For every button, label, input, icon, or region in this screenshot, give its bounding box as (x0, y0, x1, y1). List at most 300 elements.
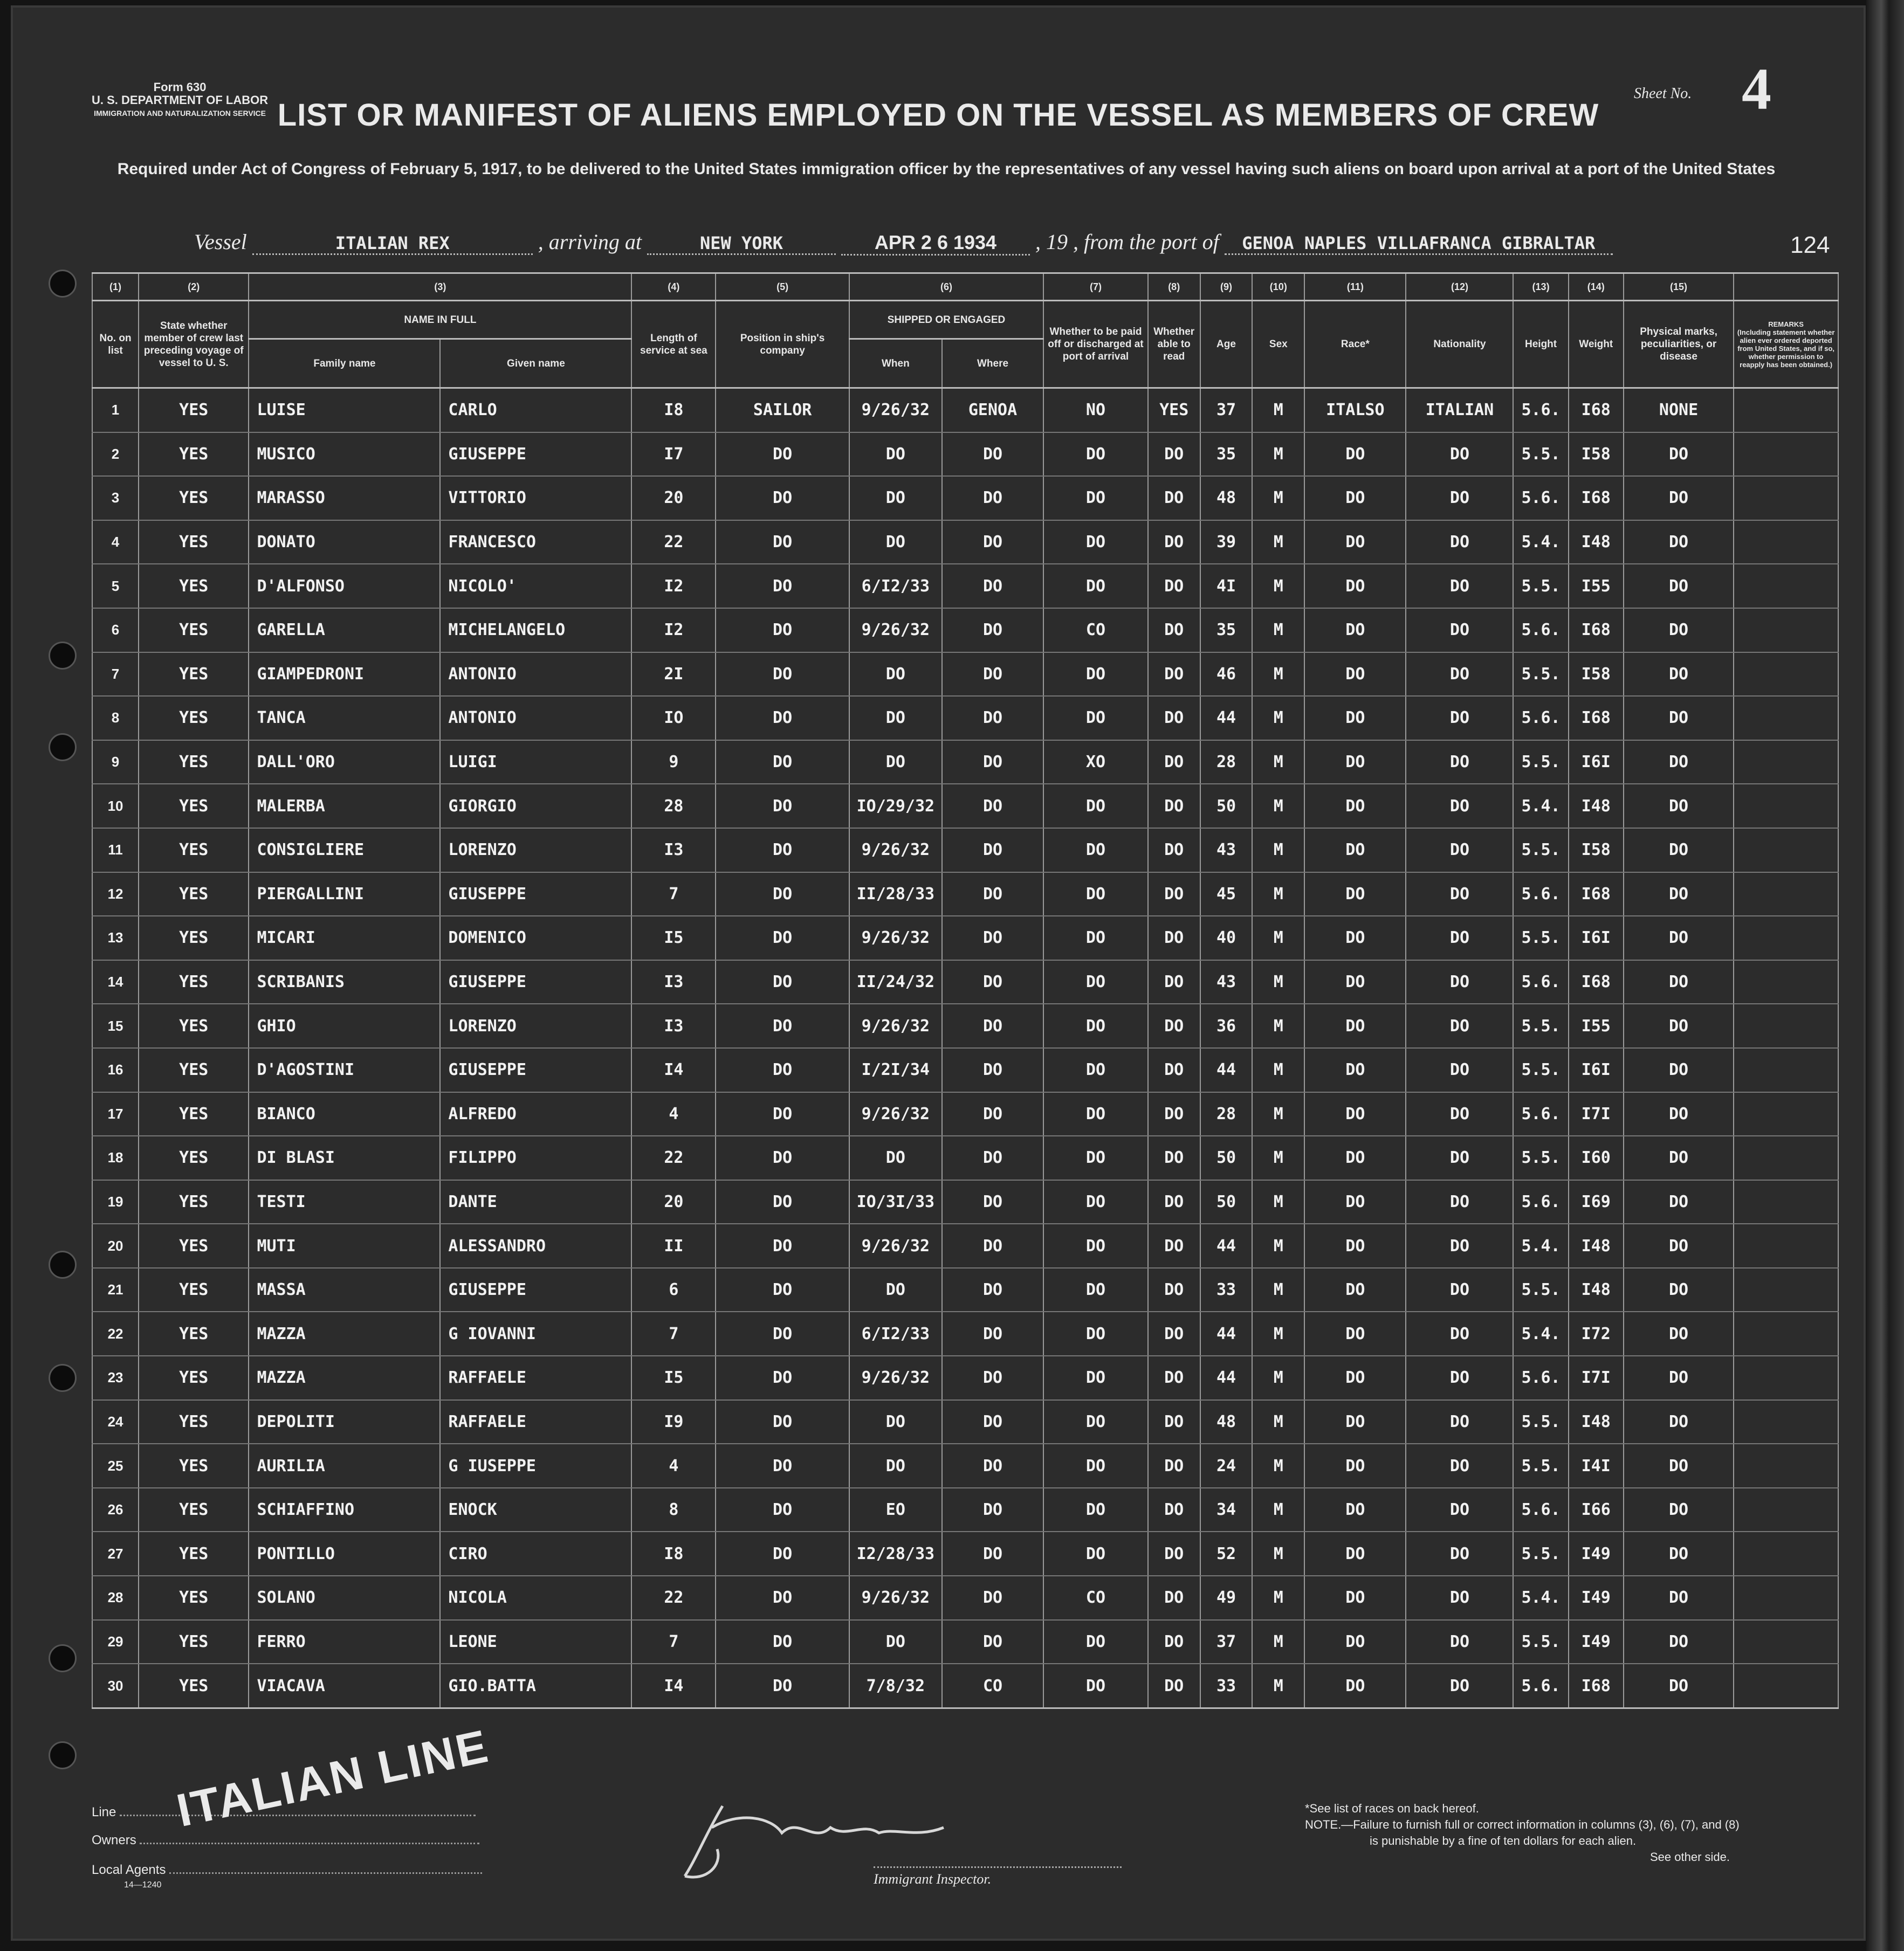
table-row (92, 432, 1838, 477)
cell-race: DO (1304, 696, 1406, 740)
cell-nationality: DO (1406, 1488, 1513, 1532)
cell-when: DO (849, 1268, 942, 1312)
cell-remarks (1734, 960, 1838, 1004)
cell-height: 5.5. (1513, 652, 1568, 697)
cell-paid: DO (1043, 1664, 1148, 1708)
cell-read: DO (1148, 520, 1200, 564)
cell-read: DO (1148, 916, 1200, 960)
cell-position: DO (716, 564, 849, 608)
cell-paid: DO (1043, 696, 1148, 740)
cell-sex: M (1252, 476, 1304, 520)
cell-height: 5.5. (1513, 1136, 1568, 1180)
cell-position: DO (716, 1136, 849, 1180)
cell-height: 5.5. (1513, 1400, 1568, 1444)
cell-paid: DO (1043, 1180, 1148, 1224)
cell-nationality: DO (1406, 916, 1513, 960)
table-row (92, 872, 1838, 916)
cell-remarks (1734, 1620, 1838, 1664)
cell-length: I9 (631, 1400, 716, 1444)
binding-hole (49, 733, 77, 761)
table-row (92, 476, 1838, 520)
cell-sex: M (1252, 1488, 1304, 1532)
cell-read: DO (1148, 1400, 1200, 1444)
table-row (92, 1444, 1838, 1488)
cell-nationality: DO (1406, 1048, 1513, 1092)
cell-read: DO (1148, 476, 1200, 520)
cell-member: YES (139, 1004, 249, 1048)
cell-nationality: DO (1406, 872, 1513, 916)
cell-when: 9/26/32 (849, 828, 942, 872)
cell-where: DO (942, 1224, 1043, 1268)
cell-age: 28 (1200, 1092, 1253, 1136)
cell-nationality: DO (1406, 476, 1513, 520)
cell-remarks (1734, 388, 1838, 432)
cell-given: DANTE (440, 1180, 631, 1224)
cell-member: YES (139, 1532, 249, 1576)
cell-paid: NO (1043, 388, 1148, 432)
cell-nationality: DO (1406, 784, 1513, 828)
cell-age: 35 (1200, 432, 1253, 477)
cell-race: DO (1304, 1576, 1406, 1620)
vessel-label: Vessel (194, 230, 247, 254)
cell-given: DOMENICO (440, 916, 631, 960)
cell-length: I5 (631, 1356, 716, 1400)
cell-physical: DO (1624, 1004, 1734, 1048)
cell-nationality: DO (1406, 608, 1513, 652)
header-nationality: Nationality (1406, 301, 1513, 388)
cell-when: 9/26/32 (849, 1576, 942, 1620)
cell-weight: I68 (1569, 608, 1624, 652)
cell-no: 29 (92, 1620, 139, 1664)
cell-weight: I48 (1569, 1268, 1624, 1312)
cell-no: 23 (92, 1356, 139, 1400)
cell-family: MALERBA (249, 784, 440, 828)
cell-no: 21 (92, 1268, 139, 1312)
cell-family: MARASSO (249, 476, 440, 520)
cell-member: YES (139, 784, 249, 828)
col-num: (10) (1252, 273, 1304, 301)
cell-when: DO (849, 1620, 942, 1664)
cell-given: FILIPPO (440, 1136, 631, 1180)
cell-age: 49 (1200, 1576, 1253, 1620)
cell-read: DO (1148, 1312, 1200, 1356)
cell-when: IO/29/32 (849, 784, 942, 828)
cell-family: DONATO (249, 520, 440, 564)
cell-read: DO (1148, 1576, 1200, 1620)
header-no: No. on list (92, 301, 139, 388)
cell-weight: I6I (1569, 916, 1624, 960)
cell-race: DO (1304, 476, 1406, 520)
sheet-number: 4 (1742, 56, 1771, 122)
page-subtitle: Required under Act of Congress of February 5, 1917, to be delivered to the United States immigration officer by the representatives of any vessel having such aliens on board upon arrival at a port of the United States (117, 160, 1776, 178)
cell-position: DO (716, 784, 849, 828)
header-row-1 (92, 301, 1838, 339)
cell-read: DO (1148, 1444, 1200, 1488)
cell-age: 44 (1200, 1356, 1253, 1400)
cell-where: DO (942, 564, 1043, 608)
cell-read: DO (1148, 1488, 1200, 1532)
cell-sex: M (1252, 1400, 1304, 1444)
cell-paid: DO (1043, 1092, 1148, 1136)
cell-remarks (1734, 1576, 1838, 1620)
cell-weight: I48 (1569, 784, 1624, 828)
cell-length: 9 (631, 740, 716, 784)
cell-height: 5.6. (1513, 388, 1568, 432)
cell-when: IO/3I/33 (849, 1180, 942, 1224)
col-num: (6) (849, 273, 1043, 301)
cell-height: 5.5. (1513, 1004, 1568, 1048)
cell-sex: M (1252, 520, 1304, 564)
cell-position: DO (716, 1268, 849, 1312)
cell-height: 5.5. (1513, 564, 1568, 608)
cell-no: 13 (92, 916, 139, 960)
cell-position: DO (716, 1004, 849, 1048)
cell-height: 5.5. (1513, 1268, 1568, 1312)
note-races: *See list of races on back hereof. (1305, 1802, 1479, 1815)
cell-no: 24 (92, 1400, 139, 1444)
header-physical: Physical marks, peculiarities, or disease (1624, 301, 1734, 388)
cell-age: 50 (1200, 1136, 1253, 1180)
cell-read: DO (1148, 1004, 1200, 1048)
cell-race: DO (1304, 1004, 1406, 1048)
table-row (92, 388, 1838, 432)
cell-remarks (1734, 1224, 1838, 1268)
table-row (92, 828, 1838, 872)
cell-physical: DO (1624, 1532, 1734, 1576)
cell-sex: M (1252, 564, 1304, 608)
cell-no: 11 (92, 828, 139, 872)
header-when: When (849, 339, 942, 388)
cell-remarks (1734, 1268, 1838, 1312)
cell-race: DO (1304, 784, 1406, 828)
cell-remarks (1734, 916, 1838, 960)
cell-no: 30 (92, 1664, 139, 1708)
cell-member: YES (139, 1312, 249, 1356)
cell-when: II/24/32 (849, 960, 942, 1004)
cell-where: DO (942, 1444, 1043, 1488)
cell-read: DO (1148, 784, 1200, 828)
cell-weight: I58 (1569, 432, 1624, 477)
cell-race: DO (1304, 1620, 1406, 1664)
cell-given: ALESSANDRO (440, 1224, 631, 1268)
cell-member: YES (139, 1048, 249, 1092)
service-name: IMMIGRATION AND NATURALIZATION SERVICE (94, 109, 266, 118)
cell-length: I3 (631, 1004, 716, 1048)
cell-length: 20 (631, 476, 716, 520)
cell-physical: NONE (1624, 388, 1734, 432)
cell-member: YES (139, 1576, 249, 1620)
cell-given: GIUSEPPE (440, 432, 631, 477)
cell-height: 5.5. (1513, 1620, 1568, 1664)
cell-no: 6 (92, 608, 139, 652)
arriving-label: , arriving at (538, 230, 642, 254)
cell-sex: M (1252, 652, 1304, 697)
cell-physical: DO (1624, 1136, 1734, 1180)
col-num: (7) (1043, 273, 1148, 301)
cell-sex: M (1252, 432, 1304, 477)
cell-given: CIRO (440, 1532, 631, 1576)
col-num: (4) (631, 273, 716, 301)
cell-paid: DO (1043, 1048, 1148, 1092)
cell-height: 5.5. (1513, 1532, 1568, 1576)
cell-read: DO (1148, 1356, 1200, 1400)
cell-when: 7/8/32 (849, 1664, 942, 1708)
cell-where: DO (942, 520, 1043, 564)
cell-nationality: DO (1406, 1356, 1513, 1400)
cell-length: 22 (631, 520, 716, 564)
line-label: Line (92, 1805, 116, 1819)
cell-paid: DO (1043, 1532, 1148, 1576)
cell-weight: I60 (1569, 1136, 1624, 1180)
cell-weight: I68 (1569, 476, 1624, 520)
cell-when: DO (849, 476, 942, 520)
cell-member: YES (139, 608, 249, 652)
cell-race: DO (1304, 1136, 1406, 1180)
vessel-name: ITALIAN REX (252, 233, 533, 255)
table-row (92, 1576, 1838, 1620)
cell-paid: DO (1043, 1224, 1148, 1268)
cell-read: DO (1148, 1136, 1200, 1180)
cell-nationality: DO (1406, 564, 1513, 608)
col-num: (2) (139, 273, 249, 301)
cell-age: 44 (1200, 1224, 1253, 1268)
page-edge (1866, 0, 1904, 1951)
table-row (92, 784, 1838, 828)
cell-age: 39 (1200, 520, 1253, 564)
cell-where: DO (942, 1092, 1043, 1136)
footer-notes (1305, 1801, 1740, 1865)
cell-remarks (1734, 520, 1838, 564)
cell-member: YES (139, 432, 249, 477)
header-paid: Whether to be paid off or discharged at port of arrival (1043, 301, 1148, 388)
cell-paid: DO (1043, 1356, 1148, 1400)
cell-physical: DO (1624, 1444, 1734, 1488)
cell-nationality: DO (1406, 1136, 1513, 1180)
cell-position: DO (716, 1620, 849, 1664)
table-row (92, 1356, 1838, 1400)
departure-ports: GENOA NAPLES VILLAFRANCA GIBRALTAR (1225, 233, 1613, 255)
cell-given: ALFREDO (440, 1092, 631, 1136)
cell-sex: M (1252, 1664, 1304, 1708)
cell-age: 40 (1200, 916, 1253, 960)
header-shipped: SHIPPED OR ENGAGED (849, 301, 1043, 339)
cell-age: 50 (1200, 784, 1253, 828)
cell-weight: I68 (1569, 960, 1624, 1004)
cell-nationality: DO (1406, 1180, 1513, 1224)
cell-no: 12 (92, 872, 139, 916)
cell-position: DO (716, 1048, 849, 1092)
cell-no: 4 (92, 520, 139, 564)
cell-paid: DO (1043, 960, 1148, 1004)
cell-height: 5.6. (1513, 608, 1568, 652)
cell-position: DO (716, 1312, 849, 1356)
cell-given: G IOVANNI (440, 1312, 631, 1356)
cell-position: DO (716, 960, 849, 1004)
cell-height: 5.6. (1513, 1180, 1568, 1224)
cell-paid: DO (1043, 784, 1148, 828)
cell-race: DO (1304, 564, 1406, 608)
cell-where: DO (942, 828, 1043, 872)
cell-physical: DO (1624, 432, 1734, 477)
cell-given: G IUSEPPE (440, 1444, 631, 1488)
header-read: Whether able to read (1148, 301, 1200, 388)
cell-age: 44 (1200, 696, 1253, 740)
page-title: LIST OR MANIFEST OF ALIENS EMPLOYED ON THE VESSEL AS MEMBERS OF CREW (277, 98, 1599, 133)
table-row (92, 1224, 1838, 1268)
cell-family: LUISE (249, 388, 440, 432)
cell-position: DO (716, 1224, 849, 1268)
cell-length: 7 (631, 872, 716, 916)
cell-position: DO (716, 520, 849, 564)
cell-remarks (1734, 1312, 1838, 1356)
cell-age: 48 (1200, 476, 1253, 520)
cell-paid: CO (1043, 608, 1148, 652)
binding-hole (49, 1644, 77, 1672)
cell-paid: CO (1043, 1576, 1148, 1620)
cell-remarks (1734, 1136, 1838, 1180)
cell-race: DO (1304, 1092, 1406, 1136)
cell-family: MUTI (249, 1224, 440, 1268)
cell-physical: DO (1624, 1224, 1734, 1268)
cell-no: 9 (92, 740, 139, 784)
cell-physical: DO (1624, 1048, 1734, 1092)
cell-position: DO (716, 652, 849, 697)
cell-paid: XO (1043, 740, 1148, 784)
cell-age: 33 (1200, 1268, 1253, 1312)
cell-where: DO (942, 1400, 1043, 1444)
cell-family: GHIO (249, 1004, 440, 1048)
cell-length: IO (631, 696, 716, 740)
cell-position: DO (716, 1180, 849, 1224)
header-name: NAME IN FULL (249, 301, 631, 339)
cell-height: 5.4. (1513, 1576, 1568, 1620)
crew-manifest-table (92, 272, 1839, 1709)
cell-length: I3 (631, 960, 716, 1004)
cell-race: DO (1304, 608, 1406, 652)
cell-height: 5.4. (1513, 784, 1568, 828)
cell-race: DO (1304, 1048, 1406, 1092)
cell-race: DO (1304, 960, 1406, 1004)
cell-paid: DO (1043, 1136, 1148, 1180)
cell-physical: DO (1624, 696, 1734, 740)
cell-nationality: DO (1406, 520, 1513, 564)
cell-weight: I48 (1569, 1224, 1624, 1268)
cell-length: I2 (631, 608, 716, 652)
cell-paid: DO (1043, 1400, 1148, 1444)
cell-given: NICOLO' (440, 564, 631, 608)
cell-physical: DO (1624, 960, 1734, 1004)
cell-race: DO (1304, 1224, 1406, 1268)
cell-position: DO (716, 1356, 849, 1400)
cell-member: YES (139, 960, 249, 1004)
cell-weight: I7I (1569, 1092, 1624, 1136)
cell-length: 6 (631, 1268, 716, 1312)
cell-no: 25 (92, 1444, 139, 1488)
cell-sex: M (1252, 1004, 1304, 1048)
cell-read: DO (1148, 960, 1200, 1004)
header-member: State whether member of crew last preceding voyage of vessel to U. S. (139, 301, 249, 388)
header-where: Where (942, 339, 1043, 388)
cell-physical: DO (1624, 1092, 1734, 1136)
col-num-blank (1734, 273, 1838, 301)
cell-when: 9/26/32 (849, 388, 942, 432)
cell-height: 5.5. (1513, 740, 1568, 784)
cell-physical: DO (1624, 476, 1734, 520)
cell-where: DO (942, 1136, 1043, 1180)
cell-member: YES (139, 1400, 249, 1444)
cell-given: CARLO (440, 388, 631, 432)
cell-member: YES (139, 1620, 249, 1664)
cell-family: FERRO (249, 1620, 440, 1664)
col-num: (3) (249, 273, 631, 301)
cell-physical: DO (1624, 828, 1734, 872)
cell-age: 50 (1200, 1180, 1253, 1224)
cell-sex: M (1252, 1180, 1304, 1224)
table-row (92, 1180, 1838, 1224)
cell-length: I4 (631, 1048, 716, 1092)
cell-when: 9/26/32 (849, 1092, 942, 1136)
cell-sex: M (1252, 740, 1304, 784)
cell-where: DO (942, 1576, 1043, 1620)
cell-remarks (1734, 1488, 1838, 1532)
cell-where: DO (942, 476, 1043, 520)
cell-height: 5.4. (1513, 1312, 1568, 1356)
cell-nationality: DO (1406, 652, 1513, 697)
cell-nationality: DO (1406, 1400, 1513, 1444)
cell-weight: I72 (1569, 1312, 1624, 1356)
cell-paid: DO (1043, 1312, 1148, 1356)
cell-weight: I68 (1569, 872, 1624, 916)
cell-read: DO (1148, 1620, 1200, 1664)
cell-remarks (1734, 1356, 1838, 1400)
cell-where: DO (942, 960, 1043, 1004)
cell-remarks (1734, 1180, 1838, 1224)
cell-weight: I55 (1569, 564, 1624, 608)
cell-nationality: DO (1406, 1444, 1513, 1488)
cell-race: DO (1304, 1444, 1406, 1488)
cell-weight: I6I (1569, 740, 1624, 784)
cell-member: YES (139, 388, 249, 432)
cell-length: 28 (631, 784, 716, 828)
cell-weight: I68 (1569, 388, 1624, 432)
cell-position: DO (716, 696, 849, 740)
cell-race: DO (1304, 872, 1406, 916)
cell-member: YES (139, 1444, 249, 1488)
cell-physical: DO (1624, 1356, 1734, 1400)
cell-member: YES (139, 1664, 249, 1708)
cell-remarks (1734, 1532, 1838, 1576)
cell-physical: DO (1624, 564, 1734, 608)
cell-length: II (631, 1224, 716, 1268)
cell-remarks (1734, 1400, 1838, 1444)
cell-family: PIERGALLINI (249, 872, 440, 916)
cell-height: 5.6. (1513, 696, 1568, 740)
cell-given: NICOLA (440, 1576, 631, 1620)
owners-label: Owners (92, 1833, 136, 1847)
cell-physical: DO (1624, 872, 1734, 916)
table-row (92, 564, 1838, 608)
cell-remarks (1734, 872, 1838, 916)
cell-age: 46 (1200, 652, 1253, 697)
cell-when: DO (849, 520, 942, 564)
cell-paid: DO (1043, 1488, 1148, 1532)
cell-race: ITALSO (1304, 388, 1406, 432)
cell-no: 28 (92, 1576, 139, 1620)
cell-race: DO (1304, 1488, 1406, 1532)
cell-given: GIUSEPPE (440, 960, 631, 1004)
cell-sex: M (1252, 784, 1304, 828)
cell-age: 37 (1200, 388, 1253, 432)
